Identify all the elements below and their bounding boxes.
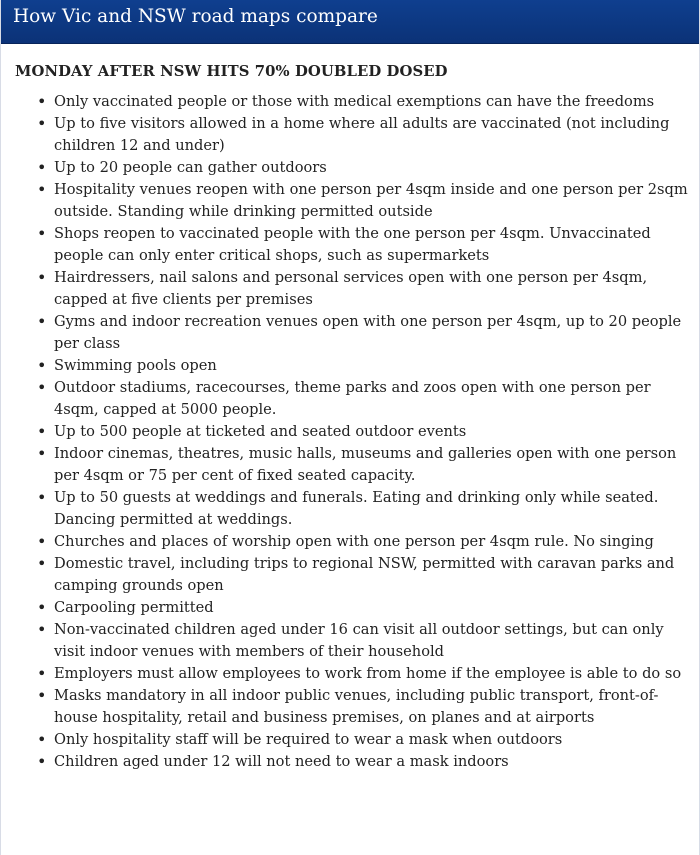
- list-item-text: Shops reopen to vaccinated people with the one person per 4sqm. Unvaccinated people can only enter critical shops, such as supermarkets: [54, 225, 651, 264]
- list-item: [37, 443, 694, 487]
- list-item-text: Up to 20 people can gather outdoors: [54, 159, 327, 176]
- bullet-icon: •: [37, 180, 47, 199]
- bullet-icon: •: [37, 422, 47, 441]
- list-item: [37, 311, 694, 355]
- list-item-text: Non-vaccinated children aged under 16 can visit all outdoor settings, but can only visit indoor venues with members of their household: [54, 621, 664, 660]
- list-item: [37, 685, 694, 729]
- bullet-icon: •: [37, 730, 47, 749]
- bullet-icon: •: [37, 532, 47, 551]
- section-heading: MONDAY AFTER NSW HITS 70% DOUBLED DOSED: [15, 63, 448, 80]
- bullet-icon: •: [37, 158, 47, 177]
- list-item-text: Up to 500 people at ticketed and seated outdoor events: [54, 423, 467, 440]
- list-item-text: Carpooling permitted: [54, 599, 214, 616]
- bullet-icon: •: [37, 664, 47, 683]
- list-item: [37, 751, 694, 773]
- list-item: [37, 663, 694, 685]
- list-item: [37, 553, 694, 597]
- list-item: [37, 377, 694, 421]
- list-item-text: Hospitality venues reopen with one person per 4sqm inside and one person per 2sqm outside. Standing while drinking permitted outside: [54, 181, 688, 220]
- list-item-text: Hairdressers, nail salons and personal services open with one person per 4sqm, capped at five clients per premises: [54, 269, 648, 308]
- bullet-icon: •: [37, 598, 47, 617]
- rules-list: [1, 91, 694, 773]
- bullet-icon: •: [37, 92, 47, 111]
- list-item-text: Domestic travel, including trips to regional NSW, permitted with caravan parks and camping grounds open: [54, 555, 675, 594]
- list-item: [37, 531, 694, 553]
- list-item: [37, 619, 694, 663]
- panel-header: [1, 0, 699, 44]
- list-item: [37, 421, 694, 443]
- list-item-text: Swimming pools open: [54, 357, 217, 374]
- bullet-icon: •: [37, 686, 47, 705]
- bullet-icon: •: [37, 554, 47, 573]
- list-item: [37, 113, 694, 157]
- bullet-icon: •: [37, 488, 47, 507]
- list-item: [37, 267, 694, 311]
- list-item-text: Indoor cinemas, theatres, music halls, museums and galleries open with one person per 4sqm or 75 per cent of fixed seated capacity.: [54, 445, 677, 484]
- bullet-icon: •: [37, 356, 47, 375]
- bullet-icon: •: [37, 312, 47, 331]
- list-item-text: Only hospitality staff will be required to wear a mask when outdoors: [54, 731, 563, 748]
- list-item: [37, 355, 694, 377]
- list-item-text: Only vaccinated people or those with medical exemptions can have the freedoms: [54, 93, 655, 110]
- list-item-text: Up to 50 guests at weddings and funerals. Eating and drinking only while seated. Dancing permitted at weddings.: [54, 489, 659, 528]
- list-item-text: Children aged under 12 will not need to wear a mask indoors: [54, 753, 509, 770]
- bullet-icon: •: [37, 114, 47, 133]
- list-item-text: Outdoor stadiums, racecourses, theme parks and zoos open with one person per 4sqm, capped at 5000 people.: [54, 379, 651, 418]
- bullet-icon: •: [37, 752, 47, 771]
- bullet-icon: •: [37, 224, 47, 243]
- bullet-icon: •: [37, 268, 47, 287]
- list-item: [37, 157, 694, 179]
- list-item-text: Up to five visitors allowed in a home where all adults are vaccinated (not including children 12 and under): [54, 115, 670, 154]
- list-item-text: Churches and places of worship open with one person per 4sqm rule. No singing: [54, 533, 654, 550]
- list-item: [37, 729, 694, 751]
- list-item: [37, 223, 694, 267]
- list-item: [37, 179, 694, 223]
- list-item-text: Employers must allow employees to work from home if the employee is able to do so: [54, 665, 682, 682]
- bullet-icon: •: [37, 444, 47, 463]
- list-item-text: Gyms and indoor recreation venues open with one person per 4sqm, up to 20 people per class: [54, 313, 682, 352]
- list-item: [37, 487, 694, 531]
- bullet-icon: •: [37, 620, 47, 639]
- list-item: [37, 597, 694, 619]
- list-item-text: Masks mandatory in all indoor public venues, including public transport, front-of-house hospitality, retail and business premises, on planes and at airports: [54, 687, 659, 726]
- panel-title: How Vic and NSW road maps compare: [13, 6, 378, 27]
- list-item: [37, 91, 694, 113]
- bullet-icon: •: [37, 378, 47, 397]
